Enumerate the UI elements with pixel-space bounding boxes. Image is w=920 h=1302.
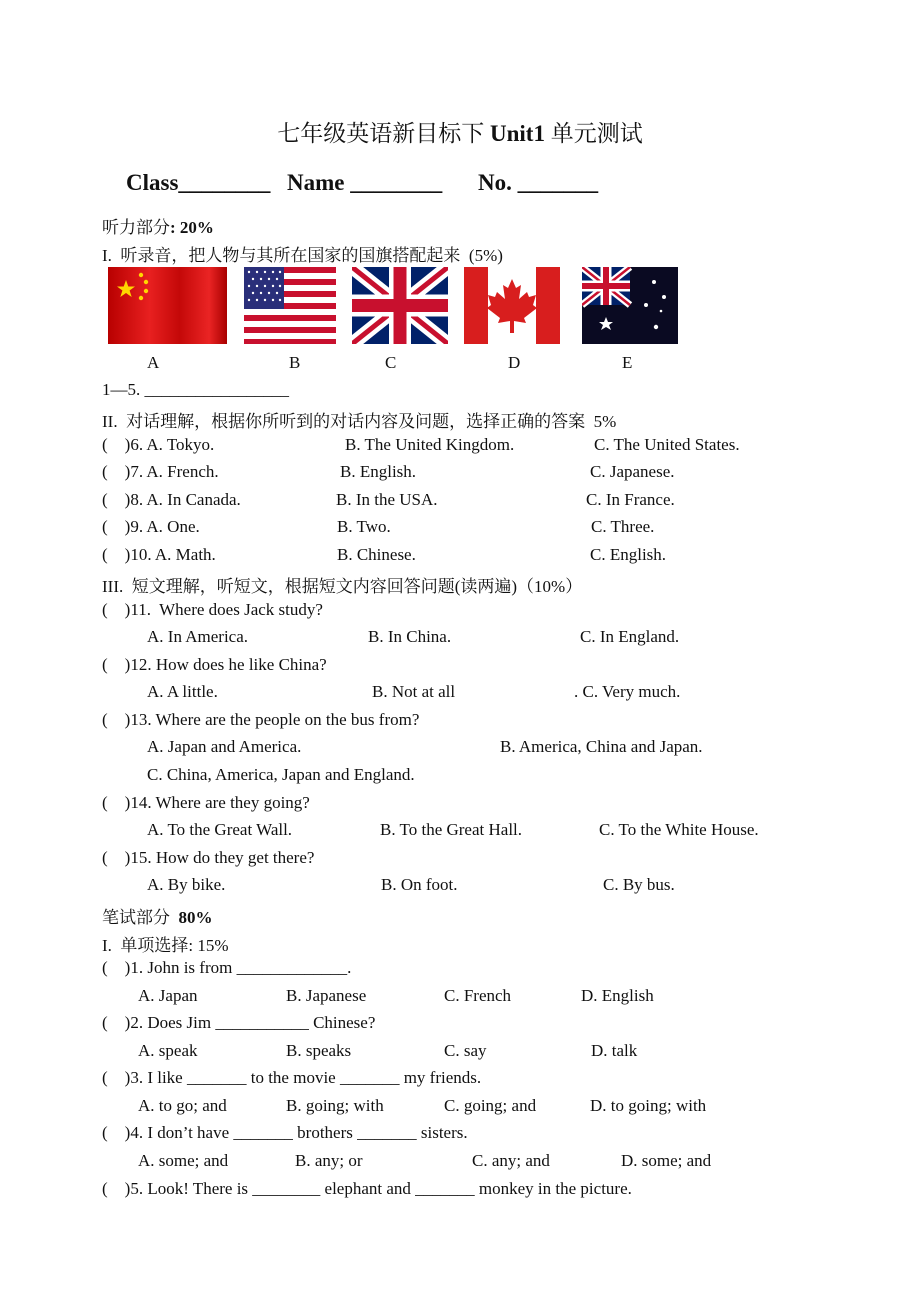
class-field: Class________	[126, 170, 271, 195]
w-q2-option-d: D. talk	[591, 1041, 638, 1060]
q12-option-b: B. Not at all	[372, 682, 456, 701]
china-flag-icon	[108, 267, 227, 344]
title-cn-prefix: 七年级英语新目标下	[277, 121, 491, 146]
q8-option-b: B. In the USA.	[336, 490, 438, 509]
q9-option-c: C. Three.	[591, 517, 655, 536]
written-heading	[102, 903, 213, 928]
w-q3-option-c: C. going; and	[444, 1096, 537, 1115]
q13-option-a: A. Japan and America.	[147, 737, 302, 756]
w-q1-option-d: D. English	[581, 986, 654, 1005]
w-q2-option-b: B. speaks	[286, 1041, 352, 1060]
q12-stem: ( )12. How does he like China?	[102, 655, 327, 674]
q8-stem: ( )8. A. In Canada.	[102, 490, 241, 509]
part3-instruction: III. 短文理解，听短文，根据短文内容回答问题(读两遍)（10%）	[102, 577, 583, 596]
q14-stem: ( )14. Where are they going?	[102, 793, 310, 812]
number-field: No. _______	[478, 170, 599, 195]
written-heading-pct: 80%	[178, 908, 213, 927]
usa-flag-icon	[244, 267, 336, 344]
q10-stem: ( )10. A. Math.	[102, 545, 216, 564]
listening-heading-pct: : 20%	[170, 218, 214, 237]
w-q3-stem: ( )3. I like _______ to the movie _______ my friends.	[102, 1068, 482, 1087]
part2-instruction: II. 对话理解，根据你所听到的对话内容及问题，选择正确的答案 5%	[102, 412, 617, 431]
flag-label-e: E	[622, 353, 633, 372]
q6-stem: ( )6. A. Tokyo.	[102, 435, 215, 454]
q12-option-a: A. A little.	[147, 682, 218, 701]
w-q4-option-a: A. some; and	[138, 1151, 229, 1170]
flag-label-d: D	[508, 353, 521, 372]
uk-flag-icon	[352, 267, 448, 344]
listening-heading-cn: 听力部分	[102, 218, 170, 237]
w-q3-option-b: B. going; with	[286, 1096, 384, 1115]
w-q4-option-b: B. any; or	[295, 1151, 363, 1170]
w-q1-option-c: C. French	[444, 986, 512, 1005]
q13-option-b: B. America, China and Japan.	[500, 737, 703, 756]
w-q2-option-c: C. say	[444, 1041, 487, 1060]
q15-stem: ( )15. How do they get there?	[102, 848, 315, 867]
w-q4-option-d: D. some; and	[621, 1151, 712, 1170]
w-q4-option-c: C. any; and	[472, 1151, 550, 1170]
q7-stem: ( )7. A. French.	[102, 462, 219, 481]
q8-option-c: C. In France.	[586, 490, 675, 509]
q7-option-c: C. Japanese.	[590, 462, 675, 481]
q6-option-c: C. The United States.	[594, 435, 740, 454]
part1-instruction: I. 听录音，把人物与其所在国家的国旗搭配起来 (5%)	[102, 246, 503, 265]
q11-option-c: C. In England.	[580, 627, 680, 646]
q11-stem: ( )11. Where does Jack study?	[102, 600, 323, 619]
page-title	[0, 115, 920, 148]
q13-stem: ( )13. Where are the people on the bus from?	[102, 710, 420, 729]
australia-flag-icon	[582, 267, 678, 344]
written-part1-instruction: I. 单项选择: 15%	[102, 936, 229, 955]
q11-option-a: A. In America.	[147, 627, 249, 646]
q12-option-c: . C. Very much.	[574, 682, 681, 701]
q9-option-b: B. Two.	[337, 517, 391, 536]
canada-flag-icon	[464, 267, 560, 344]
title-cn-suffix: 单元测试	[544, 121, 643, 146]
q7-option-b: B. English.	[340, 462, 417, 481]
answer-line-1-5: 1—5. _________________	[102, 380, 289, 399]
w-q1-option-b: B. Japanese	[286, 986, 367, 1005]
flag-label-b: B	[289, 353, 301, 372]
flag-label-a: A	[147, 353, 160, 372]
w-q2-option-a: A. speak	[138, 1041, 198, 1060]
q15-option-a: A. By bike.	[147, 875, 226, 894]
q14-option-a: A. To the Great Wall.	[147, 820, 293, 839]
w-q3-option-a: A. to go; and	[138, 1096, 227, 1115]
listening-heading	[102, 213, 214, 238]
q9-stem: ( )9. A. One.	[102, 517, 200, 536]
q14-option-b: B. To the Great Hall.	[380, 820, 523, 839]
q6-option-b: B. The United Kingdom.	[345, 435, 515, 454]
written-heading-cn: 笔试部分	[102, 908, 179, 927]
w-q4-stem: ( )4. I don’t have _______ brothers _______ sisters.	[102, 1123, 468, 1142]
q11-option-b: B. In China.	[368, 627, 452, 646]
w-q1-stem: ( )1. John is from _____________.	[102, 958, 352, 977]
w-q3-option-d: D. to going; with	[590, 1096, 707, 1115]
w-q5-stem: ( )5. Look! There is ________ elephant and _______ monkey in the picture.	[102, 1179, 632, 1198]
flag-label-c: C	[385, 353, 397, 372]
q10-option-b: B. Chinese.	[337, 545, 416, 564]
w-q2-stem: ( )2. Does Jim ___________ Chinese?	[102, 1013, 376, 1032]
q15-option-c: C. By bus.	[603, 875, 675, 894]
q14-option-c: C. To the White House.	[599, 820, 759, 839]
title-unit: Unit1	[490, 121, 545, 146]
q15-option-b: B. On foot.	[381, 875, 458, 894]
w-q1-option-a: A. Japan	[138, 986, 198, 1005]
q13-option-c: C. China, America, Japan and England.	[147, 765, 415, 784]
q10-option-c: C. English.	[590, 545, 667, 564]
name-field: Name ________	[287, 170, 443, 195]
